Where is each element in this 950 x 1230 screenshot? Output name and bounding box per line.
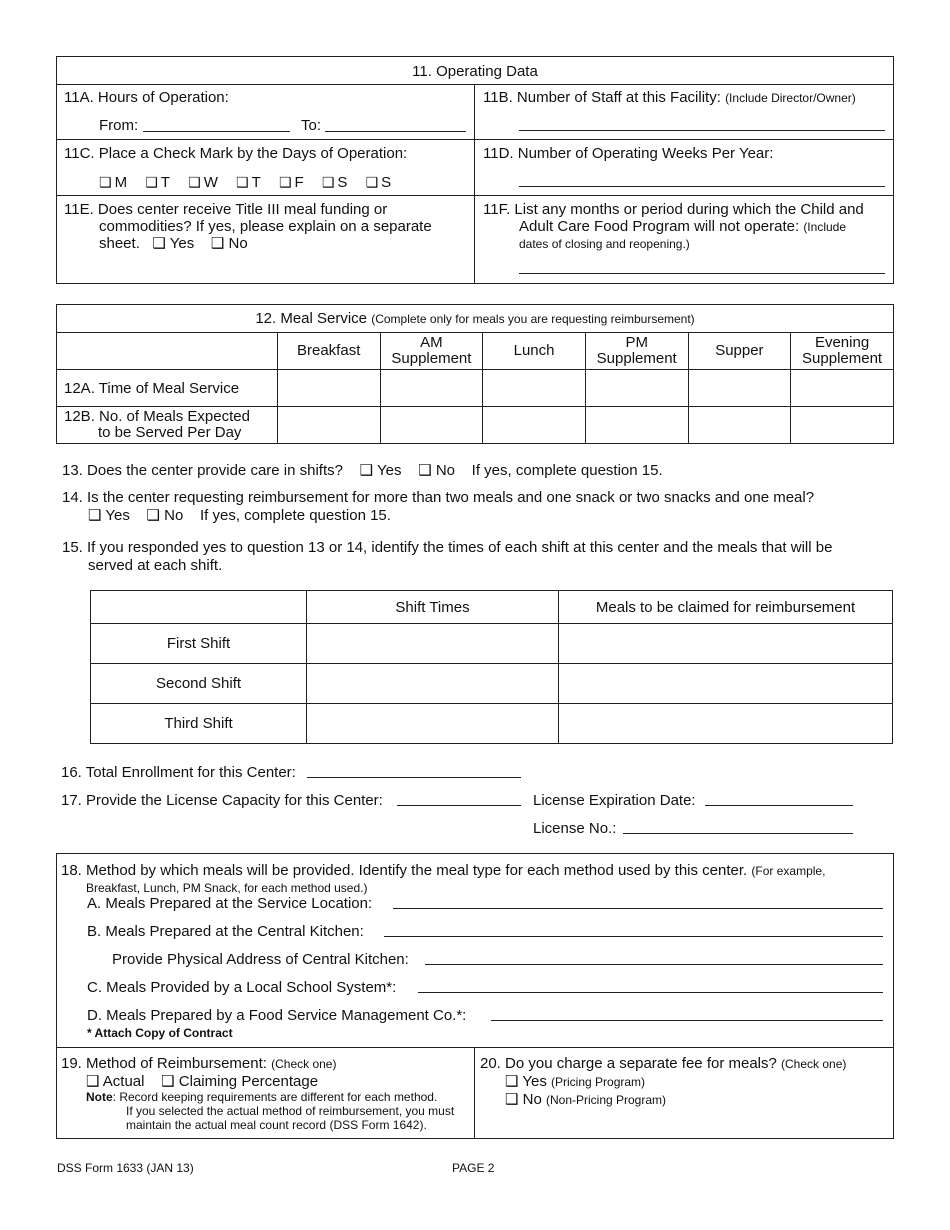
day-checkbox-sat[interactable]: ❑ S [321,174,348,191]
license-number-field[interactable] [623,833,853,834]
day-checkbox-wed[interactable]: ❑ W [188,174,218,191]
meals-expected-cell[interactable] [380,407,483,444]
method-d-field[interactable] [491,1020,883,1021]
col-am-supplement: AM Supplement [380,333,483,370]
q20-title: 20. Do you charge a separate fee for meals? (Check one) [480,1055,847,1072]
meal-time-cell[interactable] [688,370,791,407]
meals-expected-cell[interactable] [791,407,894,444]
meal-service-title: 12. Meal Service (Complete only for meals you are requesting reimbursement) [57,305,894,333]
day-checkbox-thu[interactable]: ❑ T [236,174,261,191]
hours-from-label: From: [99,117,139,134]
hours-of-operation-label: 11A. Hours of Operation: [64,89,229,106]
checkbox-icon: ❑ [88,507,102,524]
day-checkbox-sun[interactable]: ❑ S [365,174,392,191]
method-a-field[interactable] [393,908,883,909]
meals-expected-cell[interactable] [483,407,585,444]
checkbox-icon: ❑ [188,174,201,190]
checkbox-icon: ❑ [418,462,432,479]
meals-expected-cell[interactable] [585,407,688,444]
checkbox-icon: ❑ [365,174,379,190]
meals-claimed-cell[interactable] [559,704,893,744]
non-operation-note: dates of closing and reopening.) [519,237,690,251]
q20-yes-checkbox[interactable]: ❑ Yes (Pricing Program) [505,1073,646,1090]
day-checkbox-mon[interactable]: ❑ M [99,174,128,191]
days-checkboxes [99,174,405,191]
q20-block [480,1055,846,1109]
q14-no-checkbox[interactable]: ❑ No [146,507,184,524]
method-b-label: B. Meals Prepared at the Central Kitchen: [87,923,364,940]
method-c-field[interactable] [418,992,883,993]
meals-claimed-header: Meals to be claimed for reimbursement [559,591,893,624]
shift-times-cell[interactable] [307,664,559,704]
meal-time-cell[interactable] [277,370,380,407]
q20-no-checkbox[interactable]: ❑ No (Non-Pricing Program) [505,1091,667,1108]
shift-times-cell[interactable] [307,624,559,664]
meals-expected-cell[interactable] [277,407,380,444]
form-number: DSS Form 1633 (JAN 13) [57,1161,194,1175]
q14-text: 14. Is the center requesting reimbursement for more than two meals and one snack or two snacks and one meal? [62,489,815,506]
staff-count-label: 11B. Number of Staff at this Facility: (Include Director/Owner) [483,89,856,106]
checkbox-icon: ❑ [236,174,249,190]
day-checkbox-fri[interactable]: ❑ F [278,174,304,191]
meal-header-blank [57,333,278,370]
central-kitchen-address-label: Provide Physical Address of Central Kitchen: [112,951,409,968]
license-capacity-field[interactable] [397,805,521,806]
non-operation-line1: 11F. List any months or period during which the Child and [483,201,864,218]
meal-time-cell[interactable] [380,370,483,407]
checkbox-icon: ❑ [145,174,158,190]
q18-heading: 18. Method by which meals will be provided. Identify the meal type for each method used by this center. (For example, Breakfast, Lunch, PM Snack, for each method used.) [61,862,826,895]
shift-row-label: Third Shift [91,704,307,744]
meal-time-cell[interactable] [791,370,894,407]
row-meals-expected: 12B. No. of Meals Expected to be Served Per Day [57,407,278,444]
shift-header-blank [91,591,307,624]
hours-from-field[interactable] [143,131,290,132]
meals-claimed-cell[interactable] [559,624,893,664]
non-operation-line2: Adult Care Food Program will not operate: (Include [519,218,847,235]
checkbox-icon: ❑ [278,174,292,190]
license-expiration-field[interactable] [705,805,853,806]
meals-claimed-cell[interactable] [559,664,893,704]
row-time-of-meal-service: 12A. Time of Meal Service [57,370,278,407]
col-lunch: Lunch [483,333,585,370]
operating-weeks-field[interactable] [519,186,885,187]
shift-times-cell[interactable] [307,704,559,744]
actual-checkbox[interactable]: ❑ Actual [86,1073,145,1090]
attach-contract-note: * Attach Copy of Contract [87,1026,233,1040]
checkbox-icon: ❑ [152,235,166,252]
meal-time-cell[interactable] [585,370,688,407]
checkbox-icon: ❑ [321,174,335,190]
title-iii-no-checkbox[interactable]: ❑ No [210,235,248,252]
q13-yes-checkbox[interactable]: ❑ Yes [359,462,402,479]
meals-expected-cell[interactable] [688,407,791,444]
license-number-label: License No.: [533,820,617,837]
non-operation-question [483,201,864,253]
method-c-label: C. Meals Provided by a Local School System*: [87,979,397,996]
method-a-label: A. Meals Prepared at the Service Location: [87,895,373,912]
title-iii-line2: commodities? If yes, please explain on a separate [99,218,432,235]
q13-no-checkbox[interactable]: ❑ No [418,462,455,479]
meal-time-cell[interactable] [483,370,585,407]
day-checkbox-tue[interactable]: ❑ T [145,174,170,191]
checkbox-icon: ❑ [161,1073,175,1090]
hours-to-label: To: [301,117,322,134]
col-breakfast: Breakfast [277,333,380,370]
checkbox-icon: ❑ [210,235,225,252]
days-of-operation-label: 11C. Place a Check Mark by the Days of Operation: [64,145,408,162]
title-iii-line1: 11E. Does center receive Title III meal funding or [64,201,388,218]
claiming-percentage-checkbox[interactable]: ❑ Claiming Percentage [161,1073,319,1090]
page-number: PAGE 2 [452,1161,495,1175]
q19-options [61,1073,454,1090]
col-supper: Supper [688,333,791,370]
question-13: 13. Does the center provide care in shifts? ❑ Yes ❑ No If yes, complete question 15. [62,462,663,479]
license-expiration-label: License Expiration Date: [533,792,696,809]
hours-to-field[interactable] [325,131,466,132]
question-15: 15. If you responded yes to question 13 or 14, identify the times of each shift at this center and the meals that will be served at each shift. [62,539,833,574]
method-d-label: D. Meals Prepared by a Food Service Management Co.*: [87,1007,467,1024]
checkbox-icon: ❑ [99,174,112,190]
shifts-table [90,590,893,744]
q14-yes-checkbox[interactable]: ❑ Yes [88,507,130,524]
checkbox-icon: ❑ [505,1073,519,1090]
title-iii-question [64,201,432,252]
method-b-field[interactable] [384,936,883,937]
section-11-title: 11. Operating Data [412,63,538,80]
checkbox-icon: ❑ [359,462,374,479]
central-kitchen-address-field[interactable] [425,964,883,965]
shift-row-label: First Shift [91,624,307,664]
col-pm-supplement: PM Supplement [585,333,688,370]
total-enrollment-label: 16. Total Enrollment for this Center: [61,764,296,781]
shift-row-label: Second Shift [91,664,307,704]
title-iii-yes-checkbox[interactable]: ❑ Yes [152,235,195,252]
checkbox-icon: ❑ [86,1073,100,1090]
total-enrollment-field[interactable] [307,777,521,778]
checkbox-icon: ❑ [146,507,160,524]
shift-times-header: Shift Times [307,591,559,624]
title-iii-line3: sheet. ❑ Yes ❑ No [99,235,248,252]
license-capacity-label: 17. Provide the License Capacity for this Center: [61,792,383,809]
q14-options: ❑ Yes ❑ No If yes, complete question 15. [88,507,391,524]
staff-count-field[interactable] [519,130,885,131]
q19-note: Note: Record keeping requirements are different for each method. If you selected the actual method of reimbursement, you must maintain the actual meal count record (DSS Form 1642). [86,1090,455,1132]
meal-service-table [56,304,894,444]
col-evening-supplement: Evening Supplement [791,333,894,370]
operating-weeks-label: 11D. Number of Operating Weeks Per Year: [483,145,774,162]
non-operation-field[interactable] [519,273,885,274]
q19-title: 19. Method of Reimbursement: (Check one) [61,1055,337,1072]
q19-block [61,1055,454,1132]
question-14 [62,489,814,525]
checkbox-icon: ❑ [505,1091,519,1108]
